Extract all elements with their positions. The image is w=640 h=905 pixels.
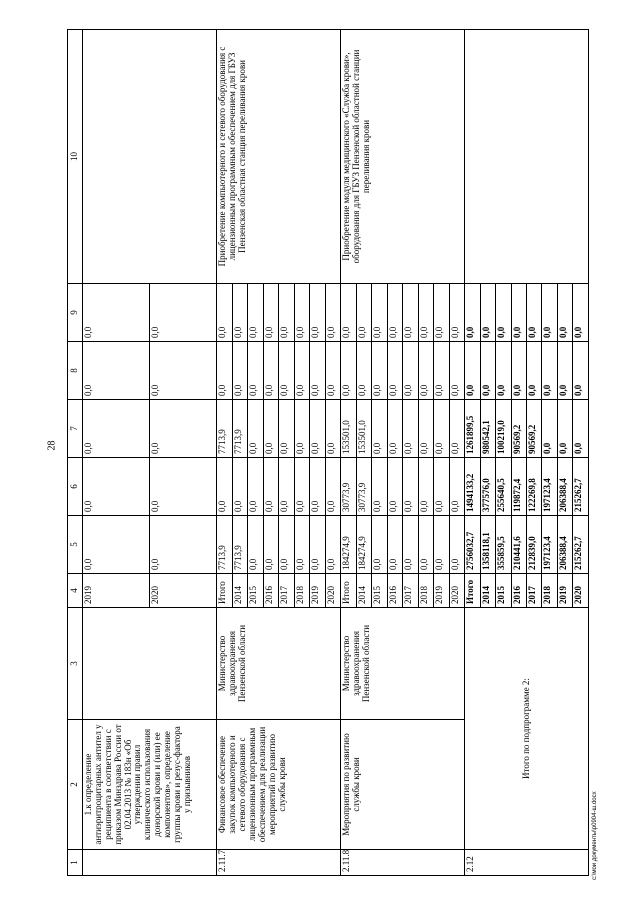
year-cell: 2020 [150, 574, 217, 608]
value-cell: 0,0 [480, 284, 495, 342]
value-cell: 0,0 [557, 284, 572, 342]
value-cell: 0,0 [434, 400, 449, 458]
value-cell: 0,0 [434, 516, 449, 574]
measure-name: 1.к определение антиэритроцитарных антител у реципиента в соответствии с приказом Минздрава России от 02.04.2013 № 183н «Об утверждении правил клинического использования донорской крови и (или) ее компонентов», определение группы крови и резус-фактора у призывников [83, 720, 217, 850]
header-cell: 2 [68, 720, 83, 850]
header-row [68, 30, 83, 876]
value-cell: 0,0 [387, 400, 402, 458]
value-cell: 7713,9 [232, 516, 247, 574]
value-cell: 0,0 [511, 342, 526, 400]
value-cell: 0,0 [434, 458, 449, 516]
year-cell: 2017 [403, 574, 418, 608]
value-cell: 0,0 [232, 458, 247, 516]
value-cell: 0,0 [449, 458, 464, 516]
year-cell: Итого [217, 574, 232, 608]
value-cell: 0,0 [83, 516, 150, 574]
value-cell: 215262,7 [573, 516, 589, 574]
header-cell: 8 [68, 342, 83, 400]
value-cell: 0,0 [263, 400, 278, 458]
value-cell: 377576,0 [480, 458, 495, 516]
file-path-footer [592, 791, 602, 886]
year-cell: 2019 [557, 574, 572, 608]
value-cell: 0,0 [573, 400, 589, 458]
value-cell: 7713,9 [232, 400, 247, 458]
expected-result [465, 30, 589, 284]
value-cell: 0,0 [310, 284, 325, 342]
header-cell: 6 [68, 458, 83, 516]
value-cell: 0,0 [325, 458, 340, 516]
year-cell: 2019 [310, 574, 325, 608]
header-cell: 1 [68, 850, 83, 876]
value-cell: 0,0 [387, 284, 402, 342]
value-cell: 0,0 [418, 516, 433, 574]
year-cell: 2014 [480, 574, 495, 608]
value-cell: 7713,9 [217, 400, 232, 458]
value-cell: 0,0 [356, 284, 371, 342]
value-cell: 0,0 [279, 342, 294, 400]
value-cell: 0,0 [279, 458, 294, 516]
value-cell: 0,0 [387, 516, 402, 574]
value-cell: 0,0 [372, 458, 387, 516]
year-cell: Итого [465, 574, 480, 608]
row-number [83, 850, 217, 876]
value-cell: 0,0 [511, 284, 526, 342]
budget-table [67, 29, 589, 876]
executor: Министерство здравоохранения Пензенской области [341, 608, 465, 720]
header-cell: 5 [68, 516, 83, 574]
value-cell: 153501,0 [341, 400, 356, 458]
row-number: 2.11.8 [341, 850, 465, 876]
year-cell: 2018 [542, 574, 557, 608]
value-cell: 0,0 [217, 342, 232, 400]
value-cell: 0,0 [83, 400, 150, 458]
header-cell: 7 [68, 400, 83, 458]
value-cell: 0,0 [542, 342, 557, 400]
table-row [341, 30, 356, 876]
value-cell: 0,0 [263, 284, 278, 342]
value-cell: 0,0 [83, 342, 150, 400]
value-cell: 0,0 [310, 458, 325, 516]
value-cell: 0,0 [465, 342, 480, 400]
value-cell: 0,0 [248, 342, 263, 400]
value-cell: 0,0 [279, 400, 294, 458]
value-cell: 0,0 [325, 400, 340, 458]
value-cell: 0,0 [325, 342, 340, 400]
year-cell: 2019 [434, 574, 449, 608]
value-cell: 0,0 [325, 516, 340, 574]
value-cell: 153501,0 [356, 400, 371, 458]
header-cell: 9 [68, 284, 83, 342]
value-cell: 215262,7 [573, 458, 589, 516]
value-cell: 0,0 [294, 516, 309, 574]
value-cell: 212839,0 [526, 516, 541, 574]
measure-name: Финансовое обеспечение закупок компьютерного и сетевого оборудования с лицензионным программным обеспечением для реализации мероприятий по развитию службы крови [217, 720, 341, 850]
value-cell: 0,0 [496, 284, 511, 342]
value-cell: 255640,5 [496, 458, 511, 516]
header-cell: 3 [68, 608, 83, 720]
expected-result: Приобретение компьютерного и сетевого оборудования с лицензионным программным обеспечением для ГБУЗ Пензенская областная станция переливания крови [217, 30, 341, 284]
value-cell: 355859,5 [496, 516, 511, 574]
value-cell: 0,0 [387, 458, 402, 516]
value-cell: 0,0 [542, 284, 557, 342]
header-cell: 4 [68, 574, 83, 608]
value-cell: 1358118,1 [480, 516, 495, 574]
value-cell: 0,0 [150, 284, 217, 342]
value-cell: 0,0 [434, 284, 449, 342]
value-cell: 0,0 [248, 516, 263, 574]
value-cell: 0,0 [557, 400, 572, 458]
value-cell: 0,0 [372, 400, 387, 458]
value-cell: 0,0 [310, 342, 325, 400]
value-cell: 0,0 [150, 342, 217, 400]
measure-name: Мероприятия по развитию службы крови [341, 720, 465, 850]
value-cell: 1494133,2 [465, 458, 480, 516]
table-row [465, 30, 480, 876]
value-cell: 0,0 [263, 342, 278, 400]
value-cell: 0,0 [232, 342, 247, 400]
value-cell: 0,0 [279, 516, 294, 574]
value-cell: 0,0 [263, 516, 278, 574]
value-cell: 206388,4 [557, 516, 572, 574]
value-cell: 0,0 [232, 284, 247, 342]
expected-result [83, 30, 217, 284]
year-cell: 2015 [496, 574, 511, 608]
year-cell: 2016 [511, 574, 526, 608]
value-cell: 0,0 [83, 458, 150, 516]
value-cell: 0,0 [387, 342, 402, 400]
value-cell: 0,0 [248, 400, 263, 458]
value-cell: 0,0 [294, 284, 309, 342]
value-cell: 0,0 [573, 342, 589, 400]
value-cell: 0,0 [263, 458, 278, 516]
value-cell: 0,0 [449, 400, 464, 458]
value-cell: 0,0 [449, 516, 464, 574]
value-cell: 0,0 [418, 400, 433, 458]
value-cell: 0,0 [465, 284, 480, 342]
value-cell: 0,0 [325, 284, 340, 342]
value-cell: 0,0 [150, 458, 217, 516]
year-cell: 2020 [573, 574, 589, 608]
value-cell: 100219,0 [496, 400, 511, 458]
value-cell: 0,0 [356, 342, 371, 400]
year-cell: 2014 [232, 574, 247, 608]
year-cell: Итого [341, 574, 356, 608]
value-cell: 0,0 [310, 516, 325, 574]
row-number: 2.11.7 [217, 850, 341, 876]
value-cell: 197123,4 [542, 458, 557, 516]
value-cell: 90569,2 [526, 400, 541, 458]
value-cell: 7713,9 [217, 516, 232, 574]
executor [83, 608, 217, 720]
value-cell: 0,0 [150, 400, 217, 458]
value-cell: 0,0 [83, 284, 150, 342]
value-cell: 90569,2 [511, 400, 526, 458]
value-cell: 0,0 [279, 284, 294, 342]
value-cell: 0,0 [403, 516, 418, 574]
value-cell: 0,0 [542, 400, 557, 458]
value-cell: 0,0 [573, 284, 589, 342]
year-cell: 2016 [387, 574, 402, 608]
value-cell: 119872,4 [511, 458, 526, 516]
value-cell: 210441,6 [511, 516, 526, 574]
row-number: 2.12 [465, 850, 589, 876]
value-cell: 184274,9 [356, 516, 371, 574]
value-cell: 0,0 [526, 284, 541, 342]
value-cell: 0,0 [248, 284, 263, 342]
year-cell: 2020 [449, 574, 464, 608]
value-cell: 0,0 [341, 342, 356, 400]
value-cell: 1261899,5 [465, 400, 480, 458]
value-cell: 0,0 [403, 458, 418, 516]
value-cell: 0,0 [418, 458, 433, 516]
value-cell: 0,0 [403, 400, 418, 458]
year-cell: 2015 [248, 574, 263, 608]
page-number: 28 [46, 440, 58, 451]
value-cell: 0,0 [294, 458, 309, 516]
value-cell: 0,0 [372, 516, 387, 574]
value-cell: 0,0 [557, 342, 572, 400]
year-cell: 2019 [83, 574, 150, 608]
value-cell: 980542,1 [480, 400, 495, 458]
executor: Министерство здравоохранения Пензенской области [217, 608, 341, 720]
value-cell: 0,0 [418, 284, 433, 342]
year-cell: 2016 [263, 574, 278, 608]
value-cell: 206388,4 [557, 458, 572, 516]
year-cell: 2015 [372, 574, 387, 608]
value-cell: 184274,9 [341, 516, 356, 574]
table-body [83, 30, 589, 876]
value-cell: 0,0 [496, 342, 511, 400]
table-row [83, 30, 150, 876]
value-cell: 0,0 [526, 342, 541, 400]
rotated-table-wrapper [67, 30, 589, 876]
value-cell: 0,0 [341, 284, 356, 342]
year-cell: 2018 [418, 574, 433, 608]
value-cell: 0,0 [217, 458, 232, 516]
value-cell: 0,0 [449, 342, 464, 400]
value-cell: 0,0 [403, 284, 418, 342]
year-cell: 2020 [325, 574, 340, 608]
expected-result: Приобретение модуля медицинского «Служба крови», оборудования для ГБУЗ Пензенской областной станции переливания крови [341, 30, 465, 284]
value-cell: 0,0 [372, 342, 387, 400]
value-cell: 0,0 [248, 458, 263, 516]
value-cell: 0,0 [480, 342, 495, 400]
footer-text: c:\мои документы\p0904-ш.docx [592, 791, 598, 880]
value-cell: 0,0 [418, 342, 433, 400]
value-cell: 0,0 [150, 516, 217, 574]
year-cell: 2018 [294, 574, 309, 608]
value-cell: 0,0 [310, 400, 325, 458]
value-cell: 0,0 [449, 284, 464, 342]
value-cell: 2756032,7 [465, 516, 480, 574]
value-cell: 30773,9 [356, 458, 371, 516]
value-cell: 30773,9 [341, 458, 356, 516]
table-row [217, 30, 232, 876]
value-cell: 0,0 [403, 342, 418, 400]
value-cell: 197123,4 [542, 516, 557, 574]
value-cell: 0,0 [294, 342, 309, 400]
value-cell: 0,0 [372, 284, 387, 342]
header-cell: 10 [68, 30, 83, 284]
value-cell: 0,0 [217, 284, 232, 342]
year-cell: 2014 [356, 574, 371, 608]
total-label: Итого по подпрограмме 2: [465, 608, 589, 850]
year-cell: 2017 [279, 574, 294, 608]
value-cell: 0,0 [434, 342, 449, 400]
year-cell: 2017 [526, 574, 541, 608]
value-cell: 0,0 [294, 400, 309, 458]
value-cell: 122269,8 [526, 458, 541, 516]
